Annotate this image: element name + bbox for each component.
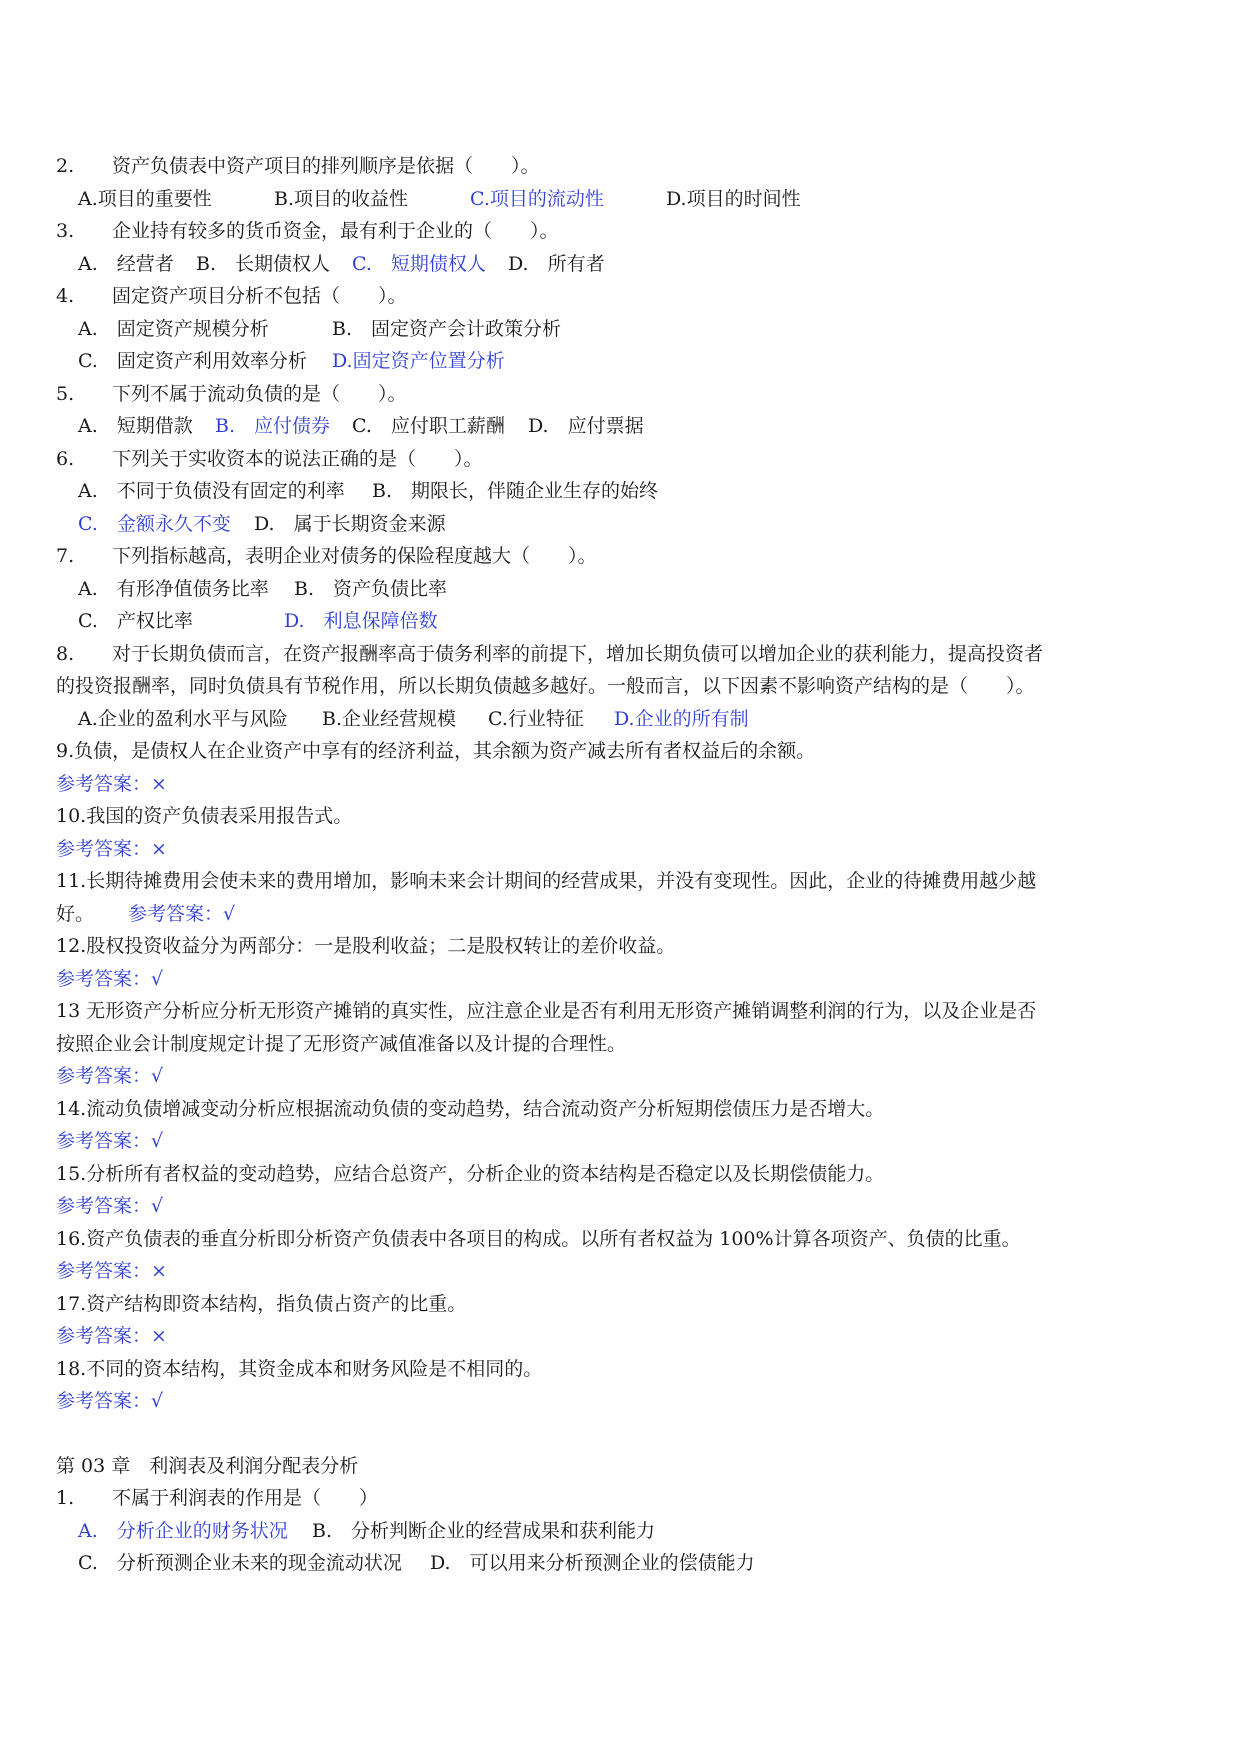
option-a: A.项目的重要性: [78, 187, 212, 210]
question-6-options-row1: [56, 475, 1186, 508]
question-4-options-row1: [56, 313, 1186, 346]
option-b-answer: B. 应付债券: [215, 415, 331, 437]
chapter3-question-1-options-row1: [56, 1515, 1186, 1548]
option-b: B. 资产负债比率: [294, 577, 448, 600]
section-spacer: [56, 1418, 1186, 1450]
answer-mark: ×: [151, 1260, 167, 1282]
option-d-answer: D.固定资产位置分析: [332, 350, 505, 372]
answer-label: 参考答案：: [128, 902, 224, 925]
answer-line: [56, 768, 1186, 801]
question-stem: 企业持有较多的货币资金，最有利于企业的（ ）。: [112, 220, 559, 242]
question-6-options-row2: [56, 508, 1186, 541]
question-5-options: [56, 410, 1186, 443]
question-7: 7. 下列指标越高，表明企业对债务的保险程度越大（ ）。: [56, 545, 597, 567]
question-5: 5. 下列不属于流动负债的是（ ）。: [56, 382, 407, 405]
question-stem: 不属于利润表的作用是（ ）: [112, 1487, 379, 1509]
option-d: D.项目的时间性: [666, 187, 801, 210]
question-stem-line1: 对于长期负债而言，在资产报酬率高于债务利率的前提下，增加长期负债可以增加企业的获利能力，提高投资者: [112, 642, 1044, 665]
answer-line: [56, 1320, 1186, 1353]
option-d: D. 所有者: [508, 252, 605, 275]
answer-label: 参考答案：: [56, 967, 152, 990]
question-8: 8. 对于长期负债而言，在资产报酬率高于债务利率的前提下，增加长期负债可以增加企业的获利能力，提高投资者: [56, 642, 1044, 665]
answer-mark: √: [151, 1065, 164, 1087]
tf-question-9: 9.负债，是债权人在企业资产中享有的经济利益，其余额为资产减去所有者权益后的余额。: [56, 740, 816, 762]
option-c: C. 分析预测企业未来的现金流动状况: [78, 1552, 402, 1574]
question-8-cont: [56, 670, 1186, 703]
option-a: A.企业的盈利水平与风险: [78, 707, 288, 730]
option-b: B.项目的收益性: [274, 187, 409, 210]
answer-label: 参考答案：: [56, 1130, 152, 1152]
option-d: D. 属于长期资金来源: [254, 512, 446, 535]
question-stem: 下列不属于流动负债的是（ ）。: [112, 382, 407, 405]
option-d-answer: D. 利息保障倍数: [284, 610, 438, 632]
tf-question-13: 13 无形资产分析应分析无形资产摊销的真实性，应注意企业是否有利用无形资产摊销调整利润的行为，以及企业是否: [56, 1000, 1037, 1022]
option-b: B. 固定资产会计政策分析: [332, 317, 562, 340]
option-c: C.行业特征: [488, 707, 584, 730]
question-7-options-row1: [56, 573, 1186, 606]
answer-line: [56, 1190, 1186, 1223]
answer-line: [56, 963, 1186, 996]
question-4: 4. 固定资产项目分析不包括（ ）。: [56, 285, 407, 307]
question-2: 2. 资产负债表中资产项目的排列顺序是依据（ ）。: [56, 155, 540, 177]
tf-question-12: 12.股权投资收益分为两部分：一是股利收益；二是股权转让的差价收益。: [56, 935, 676, 957]
option-b: B. 长期债权人: [196, 252, 331, 275]
tf-question-14: 14.流动负债增减变动分析应根据流动负债的变动趋势，结合流动资产分析短期偿债压力是否增大。: [56, 1097, 885, 1120]
tf-question-11: 11.长期待摊费用会使未来的费用增加，影响未来会计期间的经营成果，并没有变现性。因此，企业的待摊费用越少越: [56, 870, 1037, 892]
answer-label: 参考答案：: [56, 1260, 152, 1282]
answer-label: 参考答案：: [56, 837, 152, 860]
option-b: B.企业经营规模: [322, 707, 457, 730]
answer-mark: √: [151, 1130, 164, 1152]
tf-question-13-cont: 按照企业会计制度规定计提了无形资产减值准备以及计提的合理性。: [56, 1032, 627, 1055]
question-2-options: [56, 183, 1186, 216]
option-c-answer: C. 短期债权人: [352, 252, 486, 275]
answer-line: [56, 1255, 1186, 1288]
option-c-answer: C. 金额永久不变: [78, 512, 231, 535]
answer-line: [56, 1125, 1186, 1158]
tf-question-17: 17.资产结构即资本结构，指负债占资产的比重。: [56, 1292, 467, 1315]
question-3: 3. 企业持有较多的货币资金，最有利于企业的（ ）。: [56, 220, 559, 242]
option-b: B. 期限长，伴随企业生存的始终: [372, 480, 659, 502]
answer-line: [56, 833, 1186, 866]
chapter-heading: 第 03 章 利润表及利润分配表分析: [56, 1454, 359, 1477]
answer-mark: √: [151, 1195, 164, 1217]
question-stem: 固定资产项目分析不包括（ ）。: [112, 285, 407, 307]
tf-question-10: 10.我国的资产负债表采用报告式。: [56, 805, 353, 827]
answer-mark: √: [151, 1390, 164, 1412]
option-b: B. 分析判断企业的经营成果和获利能力: [312, 1519, 656, 1542]
answer-mark: √: [151, 967, 164, 990]
question-stem: 资产负债表中资产项目的排列顺序是依据（ ）。: [112, 155, 540, 177]
option-c: C. 固定资产利用效率分析: [78, 350, 307, 372]
answer-label: 参考答案：: [56, 1325, 152, 1347]
question-4-options-row2: [56, 345, 1186, 378]
answer-line: [56, 1385, 1186, 1418]
answer-line: [56, 1060, 1186, 1093]
answer-mark: ×: [151, 837, 167, 860]
option-a-answer: A. 分析企业的财务状况: [78, 1519, 288, 1542]
option-c-answer: C.项目的流动性: [470, 187, 604, 210]
tf-question-11-cont: 好。 参考答案：√: [56, 902, 236, 925]
document-page: [56, 150, 1186, 1580]
answer-label: 参考答案：: [56, 1195, 152, 1217]
option-c: C. 产权比率: [78, 610, 193, 632]
option-d-answer: D.企业的所有制: [614, 707, 749, 730]
answer-mark: ×: [151, 1325, 167, 1347]
question-stem: 下列关于实收资本的说法正确的是（ ）。: [112, 447, 483, 470]
answer-label: 参考答案：: [56, 772, 152, 795]
tf-question-18: 18.不同的资本结构，其资金成本和财务风险是不相同的。: [56, 1357, 543, 1380]
answer-mark: ×: [151, 772, 167, 795]
question-3-options: [56, 248, 1186, 281]
option-a: A. 不同于负债没有固定的利率: [78, 480, 345, 502]
option-d: D. 应付票据: [528, 415, 644, 437]
tf-question-15: 15.分析所有者权益的变动趋势，应结合总资产，分析企业的资本结构是否稳定以及长期偿债能力。: [56, 1162, 885, 1185]
option-a: A. 有形净值债务比率: [78, 577, 269, 600]
option-c: C. 应付职工薪酬: [352, 415, 505, 437]
question-stem: 下列指标越高，表明企业对债务的保险程度越大（ ）。: [112, 545, 597, 567]
tf-question-16: 16.资产负债表的垂直分析即分析资产负债表中各项目的构成。以所有者权益为 100%计算各项资产、负债的比重。: [56, 1227, 1021, 1250]
answer-mark: √: [223, 902, 236, 925]
option-a: A. 经营者: [78, 252, 174, 275]
answer-label: 参考答案：: [56, 1390, 152, 1412]
option-a: A. 短期借款: [78, 415, 193, 437]
option-d: D. 可以用来分析预测企业的偿债能力: [430, 1552, 755, 1574]
question-8-options: [56, 703, 1186, 736]
chapter3-question-1-options-row2: [56, 1547, 1186, 1580]
question-stem-line2: 的投资报酬率，同时负债具有节税作用，所以长期负债越多越好。一般而言，以下因素不影响资产结构的是（ ）。: [56, 675, 1035, 697]
question-7-options-row2: [56, 605, 1186, 638]
question-6: 6. 下列关于实收资本的说法正确的是（ ）。: [56, 447, 483, 470]
answer-label: 参考答案：: [56, 1065, 152, 1087]
chapter3-question-1: 1. 不属于利润表的作用是（ ）: [56, 1487, 379, 1509]
option-a: A. 固定资产规模分析: [78, 317, 269, 340]
